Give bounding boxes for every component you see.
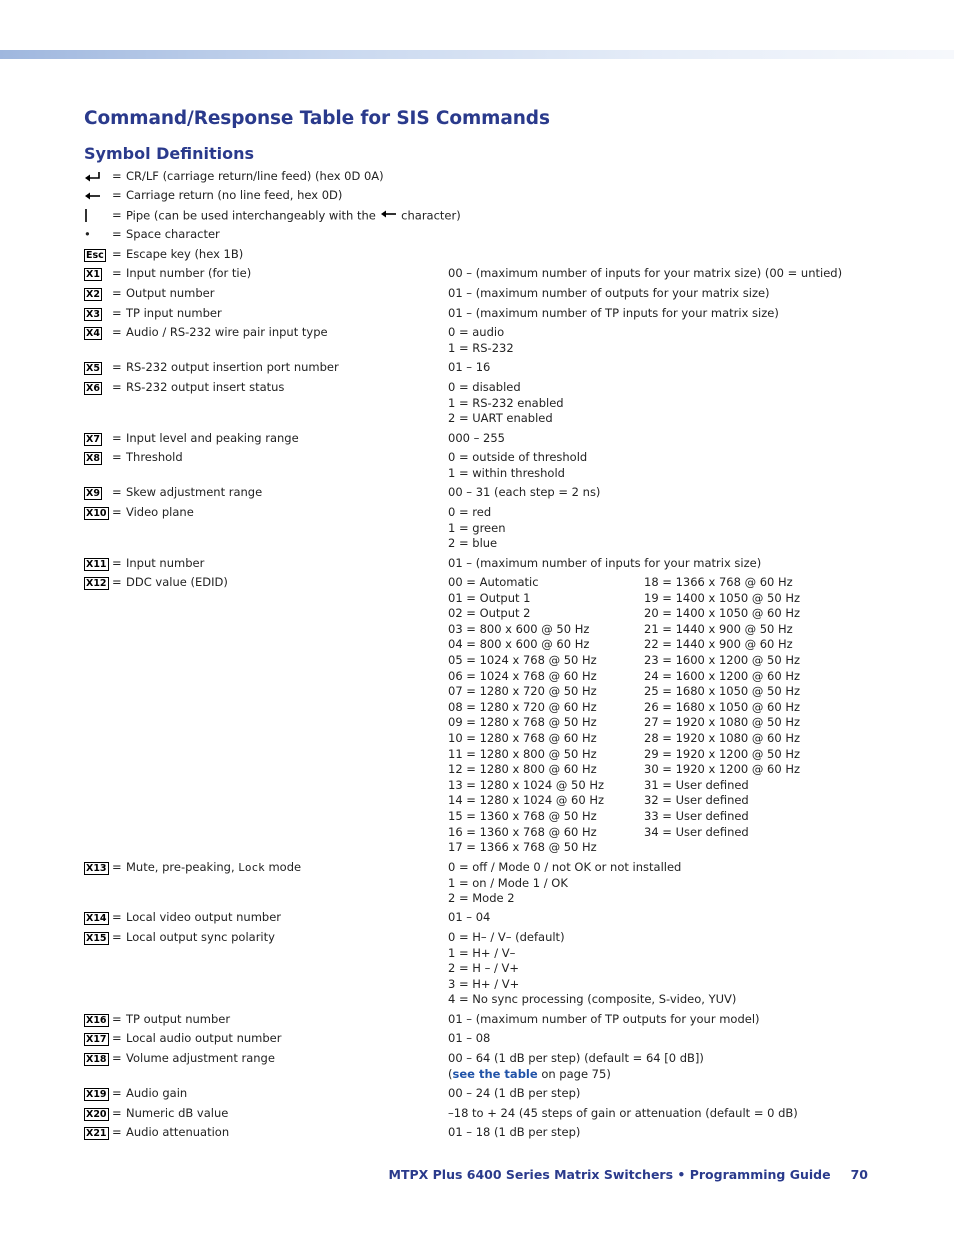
equals-sign: = [112,380,122,394]
value-line: 01 – (maximum number of outputs for your matrix size) [448,286,770,300]
value-line: 30 = 1920 x 1200 @ 60 Hz [644,762,801,777]
value-line: 34 = User defined [644,824,749,839]
variable-label: X17 [86,1033,107,1045]
variable-label: X5 [86,362,100,374]
value-line: 01 – (maximum number of inputs for your matrix size) [448,556,762,570]
variable-description: Input number [126,556,205,570]
variable-values [448,325,514,356]
equals-sign: = [112,1031,122,1045]
variable-values [448,431,505,447]
value-line: 1 = RS-232 enabled [448,395,564,410]
variable-description: Numeric dB value [126,1106,229,1120]
value-line: 10 = 1280 x 768 @ 60 Hz [448,730,597,745]
header-gradient-bar [0,50,954,59]
equals-sign: = [112,485,122,499]
pipe-desc-start: Pipe (can be used interchangeably with the [126,208,376,223]
variable-label: X11 [86,558,107,570]
page-footer [0,1167,868,1182]
value-line: 33 = User defined [644,808,749,823]
value-line: 19 = 1400 x 1050 @ 50 Hz [644,590,801,605]
variable-values [448,505,505,552]
variable-values [448,266,842,282]
equals-sign: = [112,208,122,222]
value-line: 4 = No sync processing (composite, S-video, YUV) [448,992,737,1007]
pipe-desc-end: character) [401,208,461,223]
value-line: 00 – 31 (each step = 2 ns) [448,485,601,499]
value-line: 15 = 1360 x 768 @ 50 Hz [448,808,597,823]
variable-description: RS-232 output insertion port number [126,360,339,374]
variable-values [448,930,736,1008]
value-line: 14 = 1280 x 1024 @ 60 Hz [448,793,605,808]
value-line: 0 = outside of threshold [448,450,588,464]
value-line: 18 = 1366 x 768 @ 60 Hz [644,575,793,589]
variable-values [448,1086,580,1102]
variable-description: Input number (for tie) [126,266,252,280]
section-title: Symbol Definitions [84,144,255,163]
variable-values-column-2 [644,575,800,840]
variable-description: Input level and peaking range [126,431,299,445]
equals-sign: = [112,431,122,445]
variable-values [448,286,770,302]
variable-description: Skew adjustment range [126,485,263,499]
value-line: 13 = 1280 x 1024 @ 50 Hz [448,777,605,792]
value-line: 000 – 255 [448,431,505,445]
variable-description: RS-232 output insert status [126,380,285,394]
value-line: 01 – (maximum number of TP outputs for your model) [448,1012,760,1026]
equals-sign: = [112,1086,122,1100]
variable-label: X1 [86,268,100,280]
variable-label: X15 [86,932,107,944]
value-line: 1 = on / Mode 1 / OK [448,875,568,890]
variable-description: Audio / RS-232 wire pair input type [126,325,328,339]
value-line: 06 = 1024 x 768 @ 60 Hz [448,668,597,683]
variable-values [448,575,604,856]
equals-sign: = [112,1125,122,1139]
equals-sign: = [112,360,122,374]
variable-description: Threshold [126,450,183,464]
space-bullet-icon: • [84,227,91,241]
value-line: 21 = 1440 x 900 @ 50 Hz [644,621,793,636]
variable-description: Output number [126,286,215,300]
value-line: 0 = red [448,505,492,519]
variable-values [448,1012,760,1028]
value-line: 04 = 800 x 600 @ 60 Hz [448,637,590,652]
value-line: 1 = H+ / V– [448,945,516,960]
equals-sign: = [112,505,122,519]
variable-values [448,910,490,926]
pipe-icon [84,208,110,224]
crlf-return-arrow-icon [84,169,110,185]
equals-sign: = [112,910,122,924]
value-line: 23 = 1600 x 1200 @ 50 Hz [644,652,801,667]
value-line: 26 = 1680 x 1050 @ 60 Hz [644,699,801,714]
left-arrow-icon [380,208,398,224]
value-line: 12 = 1280 x 800 @ 60 Hz [448,762,597,777]
value-line: 11 = 1280 x 800 @ 50 Hz [448,746,597,761]
value-line: 00 = Automatic [448,575,539,589]
equals-sign: = [112,306,122,320]
equals-sign: = [112,1012,122,1026]
variable-description: Audio gain [126,1086,188,1100]
value-line: 32 = User defined [644,793,749,808]
value-line: 27 = 1920 x 1080 @ 50 Hz [644,715,801,730]
variable-label: X4 [86,327,100,339]
variable-description: TP output number [126,1012,231,1026]
variable-description: Audio attenuation [126,1125,230,1139]
variable-label: X14 [86,912,107,924]
equals-sign: = [112,930,122,944]
value-line: 01 – 18 (1 dB per step) [448,1125,581,1139]
equals-sign: = [112,450,122,464]
value-line: 2 = UART enabled [448,411,553,426]
variable-label: X8 [86,452,100,464]
equals-sign: = [112,1051,122,1065]
value-line: 2 = H – / V+ [448,961,520,976]
reference-prefix: ( [448,1066,453,1081]
variable-values [448,1051,704,1082]
value-line: 03 = 800 x 600 @ 50 Hz [448,621,590,636]
variable-values [448,1106,798,1122]
variable-label: X3 [86,308,100,320]
variable-label: X13 [86,862,107,874]
symbol-description: CR/LF (carriage return/line feed) (hex 0D 0A) [126,169,384,183]
variable-description: Volume adjustment range [126,1051,275,1065]
variable-label: X7 [86,433,100,445]
variable-values [448,1031,490,1047]
value-line: 2 = Mode 2 [448,891,515,906]
symbol-description: Carriage return (no line feed, hex 0D) [126,188,343,202]
value-line: 24 = 1600 x 1200 @ 60 Hz [644,668,801,683]
variable-label: X10 [86,507,107,519]
page-title: Command/Response Table for SIS Commands [84,108,550,129]
variable-description: TP input number [126,306,222,320]
variable-values [448,306,779,322]
variable-values [448,380,564,427]
footer-text: MTPX Plus 6400 Series Matrix Switchers • Programming Guide [388,1167,831,1182]
variable-values [448,860,681,907]
value-line: 01 – (maximum number of TP inputs for your matrix size) [448,306,779,320]
value-line: 0 = off / Mode 0 / not OK or not installed [448,860,682,874]
equals-sign: = [112,1106,122,1120]
variable-label: X16 [86,1014,107,1026]
variable-label: X2 [86,288,100,300]
equals-sign: = [112,227,122,241]
variable-description: Video plane [126,505,194,519]
variable-description [126,860,301,876]
reference-suffix: on page 75) [537,1066,611,1081]
value-line: 01 – 04 [448,910,491,924]
value-line: 20 = 1400 x 1050 @ 60 Hz [644,606,801,621]
value-line: 07 = 1280 x 720 @ 50 Hz [448,684,597,699]
value-line: 28 = 1920 x 1080 @ 60 Hz [644,730,801,745]
value-line: 01 – 08 [448,1031,491,1045]
value-line: 09 = 1280 x 768 @ 50 Hz [448,715,597,730]
value-line: 25 = 1680 x 1050 @ 50 Hz [644,684,801,699]
variable-label: X20 [86,1108,107,1120]
value-line: 01 – 16 [448,360,491,374]
esc-key-label: Esc [86,249,104,261]
variable-label: X9 [86,487,100,499]
symbol-description: Escape key (hex 1B) [126,247,244,261]
value-line: 2 = blue [448,536,498,551]
symbol-description [126,208,461,224]
lock-keyword: Lock [238,861,265,874]
variable-label: X12 [86,577,107,589]
equals-sign: = [112,575,122,589]
left-arrow-icon [84,188,110,204]
description-part: mode [268,860,302,874]
see-table-reference [448,1067,704,1083]
value-line: 0 = disabled [448,380,521,394]
value-line: 1 = within threshold [448,465,565,480]
value-line: 22 = 1440 x 900 @ 60 Hz [644,637,793,652]
variable-values [448,360,490,376]
see-table-link[interactable]: see the table [452,1066,538,1081]
variable-description: DDC value (EDID) [126,575,228,589]
value-line: –18 to + 24 (45 steps of gain or attenuation (default = 0 dB) [448,1106,798,1120]
value-line: 00 – 24 (1 dB per step) [448,1086,581,1100]
value-line: 05 = 1024 x 768 @ 50 Hz [448,652,597,667]
value-line: 01 = Output 1 [448,590,531,605]
value-line: 31 = User defined [644,777,749,792]
variable-description: Local audio output number [126,1031,282,1045]
value-line: 02 = Output 2 [448,606,531,621]
variable-label: X19 [86,1088,107,1100]
value-line: 1 = green [448,520,506,535]
value-line: 0 = audio [448,325,505,339]
variable-values [448,450,587,481]
equals-sign: = [112,169,122,183]
equals-sign: = [112,188,122,202]
variable-label: X21 [86,1127,107,1139]
equals-sign: = [112,247,122,261]
value-line: 00 – (maximum number of inputs for your matrix size) (00 = untied) [448,266,843,280]
variable-label: X18 [86,1053,107,1065]
symbol-description: Space character [126,227,220,241]
value-line: 0 = H– / V– (default) [448,930,565,944]
variable-values [448,485,600,501]
equals-sign: = [112,556,122,570]
equals-sign: = [112,325,122,339]
variable-description: Local video output number [126,910,281,924]
value-line: 29 = 1920 x 1200 @ 50 Hz [644,746,801,761]
equals-sign: = [112,860,122,874]
description-part: Mute, pre-peaking, [126,860,235,874]
value-line: 17 = 1366 x 768 @ 50 Hz [448,840,597,855]
equals-sign: = [112,266,122,280]
value-line: 08 = 1280 x 720 @ 60 Hz [448,699,597,714]
value-line: 00 – 64 (1 dB per step) (default = 64 [0 dB]) [448,1051,704,1065]
value-line: 1 = RS-232 [448,340,514,355]
variable-label: X6 [86,382,100,394]
page-number: 70 [850,1167,868,1182]
variable-values [448,556,761,572]
variable-description: Local output sync polarity [126,930,275,944]
equals-sign: = [112,286,122,300]
value-line: 3 = H+ / V+ [448,976,520,991]
value-line: 16 = 1360 x 768 @ 60 Hz [448,824,597,839]
variable-values [448,1125,580,1141]
